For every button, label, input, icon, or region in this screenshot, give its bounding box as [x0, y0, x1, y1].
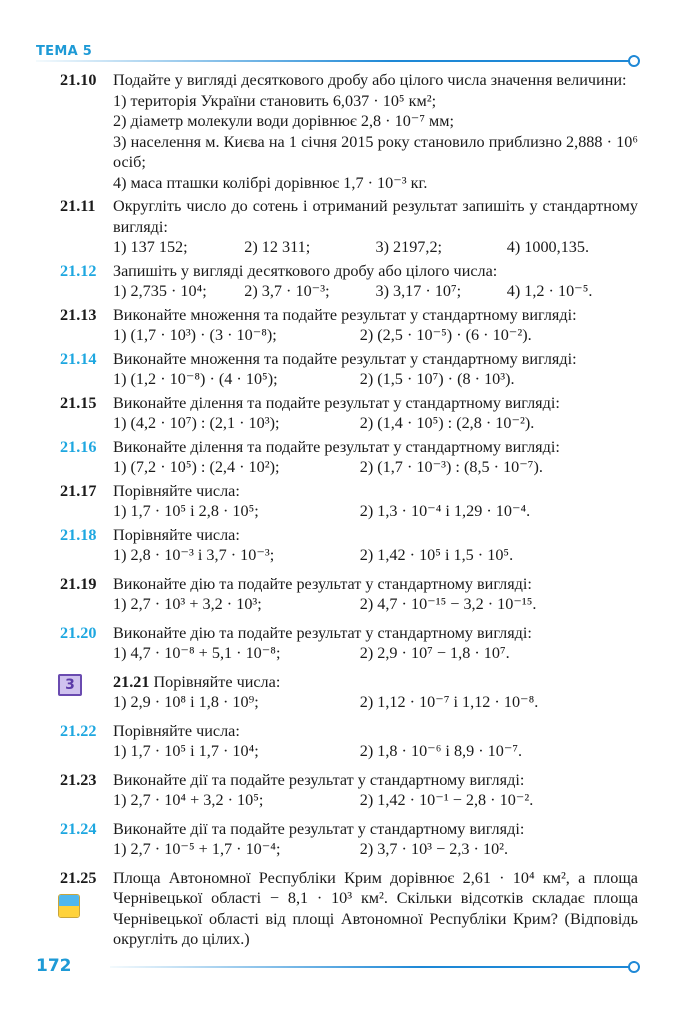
- exercise-number: 21.10: [60, 71, 97, 89]
- exercise-prompt-line: [60, 672, 638, 693]
- header-rule: [36, 60, 630, 62]
- exercise-prompt: Виконайте дію та подайте результат у стандартному вигляді:: [113, 574, 532, 593]
- exercise-item: 2) 1,3 · 10⁻⁴ і 1,29 · 10⁻⁴.: [359, 502, 531, 520]
- exercise-item: 1) територія України становить 6,037 · 10⁵ км²;: [113, 91, 437, 110]
- exercise-number: 21.14: [60, 349, 97, 368]
- exercise-item: 1) 1,7 · 10⁵ і 2,8 · 10⁵;: [113, 502, 259, 520]
- exercise-21-24: [60, 819, 638, 860]
- exercise-prompt: Площа Автономної Республіки Крим дорівнює 2,61 · 10⁴ км², а площа Чернівецької області − 8,1 · 10³ км². Скільки відсотків складає площа Чернівецької області від площі Автономної Республіки Крим? (Відповідь округліть до цілих.): [113, 868, 638, 948]
- exercise-number: 21.16: [60, 437, 97, 456]
- exercise-21-23: [60, 770, 638, 811]
- exercise-item: 1) (1,7 · 10³) · (3 · 10⁻⁸);: [113, 326, 277, 344]
- exercise-items: [113, 643, 638, 664]
- footer-rule: [110, 966, 630, 968]
- exercise-item: 2) діаметр молекули води дорівнює 2,8 · 10⁻⁷ мм;: [113, 112, 455, 130]
- exercise-items: [113, 281, 638, 302]
- exercise-item: 1) (1,2 · 10⁻⁸) · (4 · 10⁵);: [113, 370, 278, 388]
- exercise-number: 21.19: [60, 574, 97, 593]
- exercise-21-10: [60, 70, 638, 193]
- exercise-21-19: [60, 574, 638, 615]
- exercise-item: 2) 12 311;: [244, 238, 311, 256]
- exercise-number: 21.11: [60, 197, 96, 215]
- exercise-item: 4) 1,2 · 10⁻⁵.: [506, 282, 593, 300]
- exercise-21-15: [60, 393, 638, 434]
- exercise-prompt: Виконайте дії та подайте результат у стандартному вигляді:: [113, 819, 525, 838]
- exercise-items: [113, 545, 638, 566]
- exercise-number: 21.24: [60, 819, 97, 838]
- exercise-prompt: Виконайте ділення та подайте результат у стандартному вигляді:: [113, 393, 560, 412]
- page-number: 172: [36, 956, 72, 976]
- exercise-item: 2) 4,7 · 10⁻¹⁵ − 3,2 · 10⁻¹⁵.: [359, 595, 537, 613]
- exercise-item: 1) 2,735 · 10⁴;: [113, 282, 207, 300]
- exercise-number: 21.25: [60, 868, 97, 887]
- exercise-list: [60, 70, 638, 953]
- level-3-badge-icon: 3: [58, 674, 82, 696]
- exercise-21-22: [60, 721, 638, 762]
- exercise-item: 1) 137 152;: [113, 238, 188, 256]
- exercise-21-18: [60, 525, 638, 566]
- exercise-item: 2) (2,5 · 10⁻⁵) · (6 · 10⁻²).: [359, 326, 532, 344]
- exercise-number: 21.12: [60, 261, 97, 280]
- exercise-number: 21.22: [60, 721, 97, 740]
- exercise-item: 1) 2,7 · 10³ + 3,2 · 10³;: [113, 595, 262, 613]
- exercise-items: [113, 413, 638, 434]
- exercise-item: 2) (1,4 · 10⁵) : (2,8 · 10⁻²).: [359, 414, 535, 432]
- exercise-prompt: Виконайте множення та подайте результат у стандартному вигляді:: [113, 349, 577, 368]
- exercise-item: 1) 2,7 · 10⁴ + 3,2 · 10⁵;: [113, 791, 264, 809]
- exercise-item: 2) 1,42 · 10⁵ і 1,5 · 10⁵.: [359, 546, 514, 564]
- exercise-prompt: Виконайте ділення та подайте результат у стандартному вигляді:: [113, 437, 560, 456]
- exercise-item: 1) 2,7 · 10⁻⁵ + 1,7 · 10⁻⁴;: [113, 840, 281, 858]
- exercise-item: 1) (7,2 · 10⁵) : (2,4 · 10²);: [113, 458, 280, 476]
- exercise-21-14: [60, 349, 638, 390]
- exercise-prompt: Виконайте множення та подайте результат у стандартному вигляді:: [113, 305, 577, 324]
- exercise-items: [113, 501, 638, 522]
- exercise-items: [60, 692, 638, 713]
- ukraine-flag-icon: [58, 894, 80, 918]
- exercise-items: [113, 790, 638, 811]
- exercise-item: 2) 2,9 · 10⁷ − 1,8 · 10⁷.: [359, 644, 510, 662]
- exercise-item: 1) 2,9 · 10⁸ і 1,8 · 10⁹;: [113, 693, 259, 711]
- exercise-item: 2) 3,7 · 10⁻³;: [244, 282, 330, 300]
- exercise-21-12: [60, 261, 638, 302]
- exercise-items: [113, 325, 638, 346]
- exercise-item: 3) населення м. Києва на 1 січня 2015 року становило приблизно 2,888 · 10⁶ осіб;: [113, 132, 638, 171]
- exercise-prompt: Порівняйте числа:: [153, 672, 281, 691]
- exercise-number: 21.20: [60, 623, 97, 642]
- exercise-item: 2) (1,5 · 10⁷) · (8 · 10³).: [359, 370, 515, 388]
- exercise-item: 1) (4,2 · 10⁷) : (2,1 · 10³);: [113, 414, 280, 432]
- exercise-item: 2) 3,7 · 10³ − 2,3 · 10².: [359, 840, 509, 858]
- exercise-21-21: [60, 672, 638, 713]
- exercise-number: 21.17: [60, 481, 97, 500]
- exercise-item: 3) 2197,2;: [375, 238, 443, 256]
- exercise-items: [113, 839, 638, 860]
- exercise-prompt: Порівняйте числа:: [113, 721, 240, 740]
- exercise-21-17: [60, 481, 638, 522]
- exercise-item: 2) 1,42 · 10⁻¹ − 2,8 · 10⁻².: [359, 791, 534, 809]
- exercise-21-25: [60, 868, 638, 950]
- exercise-21-20: [60, 623, 638, 664]
- exercise-prompt: Подайте у вигляді десяткового дробу або цілого числа значення величини:: [113, 71, 627, 89]
- exercise-items: [113, 594, 638, 615]
- exercise-items: [113, 369, 638, 390]
- exercise-prompt: Порівняйте числа:: [113, 525, 240, 544]
- exercise-prompt: Виконайте дію та подайте результат у стандартному вигляді:: [113, 623, 532, 642]
- topic-header: ТЕМА 5: [36, 44, 93, 59]
- exercise-item: 4) 1000,135.: [506, 238, 590, 256]
- exercise-21-16: [60, 437, 638, 478]
- exercise-number: 21.21: [113, 672, 150, 691]
- exercise-number: 21.18: [60, 525, 97, 544]
- exercise-21-11: [60, 196, 638, 258]
- exercise-items: [113, 237, 638, 258]
- exercise-item: 3) 3,17 · 10⁷;: [375, 282, 462, 300]
- exercise-prompt: Виконайте дії та подайте результат у стандартному вигляді:: [113, 770, 525, 789]
- exercise-number: 21.15: [60, 393, 97, 412]
- exercise-prompt: Округліть число до сотень і отриманий результат запишіть у стандартному вигляді:: [113, 197, 638, 236]
- exercise-item: 2) 1,12 · 10⁻⁷ і 1,12 · 10⁻⁸.: [359, 693, 539, 711]
- exercise-prompt: Запишіть у вигляді десяткового дробу або цілого числа:: [113, 261, 498, 280]
- exercise-items: [113, 457, 638, 478]
- exercise-number: 21.23: [60, 770, 97, 789]
- exercise-items: [113, 741, 638, 762]
- exercise-number: 21.13: [60, 305, 97, 324]
- exercise-21-13: [60, 305, 638, 346]
- exercise-item: 2) 1,8 · 10⁻⁶ і 8,9 · 10⁻⁷.: [359, 742, 523, 760]
- exercise-item: 1) 4,7 · 10⁻⁸ + 5,1 · 10⁻⁸;: [113, 644, 281, 662]
- exercise-item: 4) маса пташки колібрі дорівнює 1,7 · 10⁻³ кг.: [113, 173, 428, 192]
- exercise-prompt: Порівняйте числа:: [113, 481, 240, 500]
- footer-rule-end-circle: [628, 961, 640, 973]
- exercise-item: 1) 2,8 · 10⁻³ і 3,7 · 10⁻³;: [113, 546, 275, 564]
- exercise-item: 2) (1,7 · 10⁻³) : (8,5 · 10⁻⁷).: [359, 458, 543, 476]
- header-rule-end-circle: [628, 55, 640, 67]
- exercise-item: 1) 1,7 · 10⁵ і 1,7 · 10⁴;: [113, 742, 259, 760]
